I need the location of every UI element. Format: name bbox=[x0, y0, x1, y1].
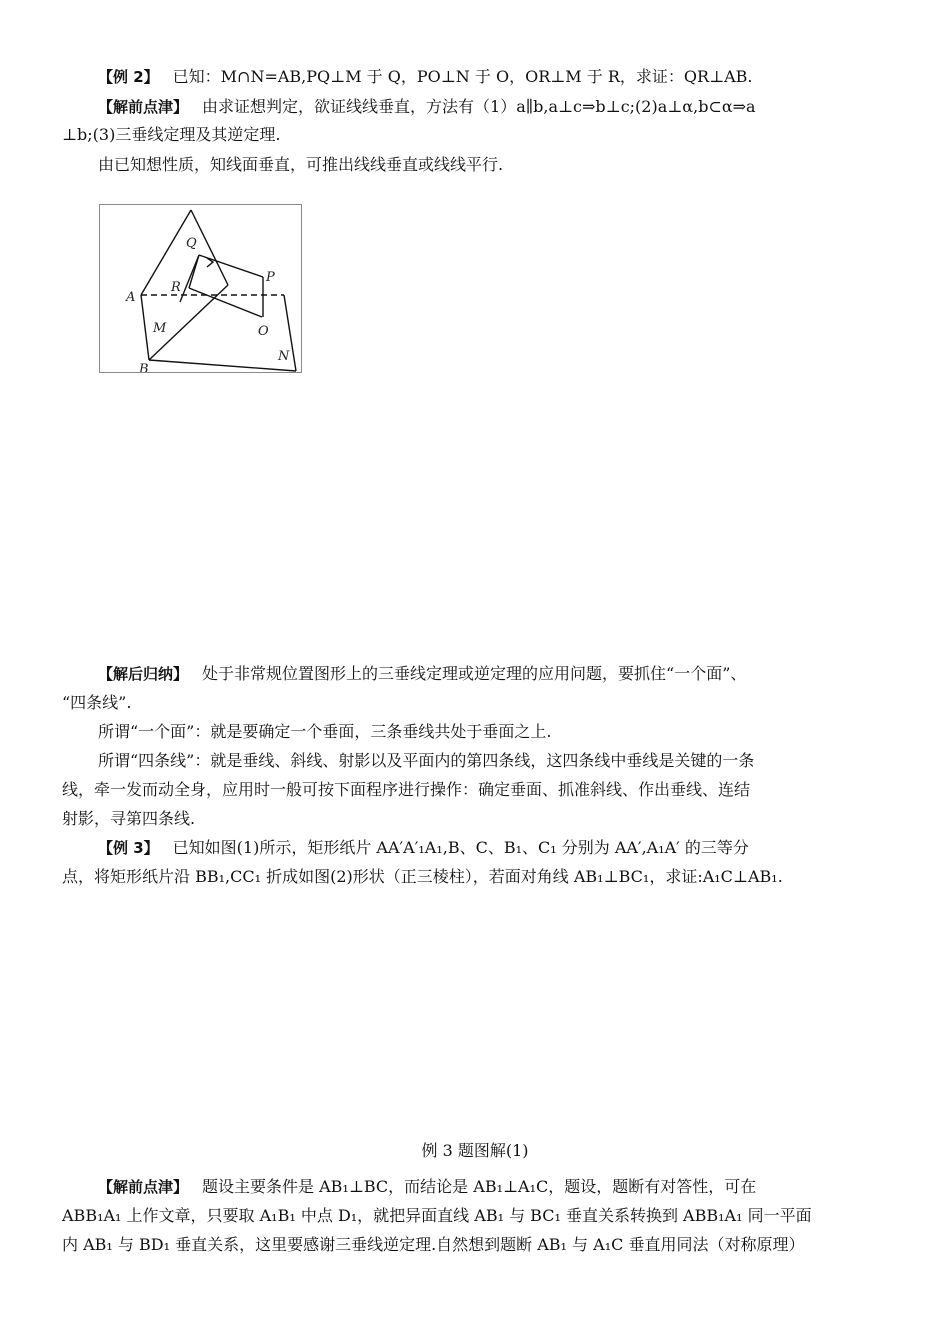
example3-hint-line3: 内 AB₁ 与 BD₁ 垂直关系，这里要感谢三垂线逆定理.自然想到题断 AB₁ 与 A₁C 垂直用同法（对称原理） bbox=[62, 1235, 805, 1254]
figure-caption: 例 3 题图解(1) bbox=[421, 1141, 529, 1160]
summary-text1: 处于非常规位置图形上的三垂线定理或逆定理的应用问题，要抓住“一个面”、 bbox=[202, 664, 747, 683]
label-O: O bbox=[258, 324, 269, 339]
label-M: M bbox=[153, 321, 167, 336]
example3-hint-tag: 【解前点津】 bbox=[98, 1178, 189, 1196]
summary-line3: 所谓“一个面”：就是要确定一个垂面，三条垂线共处于垂面之上. bbox=[98, 722, 552, 741]
label-N: N bbox=[278, 349, 290, 364]
example3-hint-line1 bbox=[98, 1176, 756, 1198]
example2-hint-line1 bbox=[98, 96, 756, 118]
summary-tag: 【解后归纳】 bbox=[98, 665, 189, 683]
label-B: B bbox=[139, 362, 149, 373]
summary-line4: 所谓“四条线”：就是垂线、斜线、射影以及平面内的第四条线，这四条线中垂线是关键的一条 bbox=[98, 751, 755, 770]
label-P: P bbox=[266, 270, 275, 285]
example3-text1: 已知如图(1)所示，矩形纸片 AA′A′₁A₁,B、C、B₁、C₁ 分别为 AA′,A₁A′ 的三等分 bbox=[172, 838, 749, 857]
example2-statement: 已知：M∩N=AB,PQ⊥M 于 Q，PO⊥N 于 O，OR⊥M 于 R，求证：QR⊥AB. bbox=[172, 67, 753, 86]
example3-hint-line2: ABB₁A₁ 上作文章，只要取 A₁B₁ 中点 D₁，就把异面直线 AB₁ 与 BC₁ 垂直关系转换到 ABB₁A₁ 同一平面 bbox=[62, 1206, 812, 1225]
example2-hint-text1: 由求证想判定，欲证线线垂直，方法有（1）a∥b,a⊥c⇒b⊥c;(2)a⊥α,b⊂α⇒a bbox=[202, 97, 756, 116]
label-R: R bbox=[171, 280, 181, 295]
example2-hint-line2: ⊥b;(3)三垂线定理及其逆定理. bbox=[62, 125, 281, 144]
summary-line5: 线，牵一发而动全身，应用时一般可按下面程序进行操作：确定垂面、抓准斜线、作出垂线、连结 bbox=[62, 780, 751, 799]
geometry-figure bbox=[99, 204, 302, 373]
summary-line1 bbox=[98, 663, 746, 685]
example2-hint-tag: 【解前点津】 bbox=[98, 98, 189, 116]
example3-line2: 点，将矩形纸片沿 BB₁,CC₁ 折成如图(2)形状（正三棱柱），若面对角线 AB₁⊥BC₁，求证:A₁C⊥AB₁. bbox=[62, 867, 783, 886]
example3-hint-text1: 题设主要条件是 AB₁⊥BC，而结论是 AB₁⊥A₁C，题设，题断有对答性，可在 bbox=[202, 1177, 757, 1196]
example2-tag: 【例 2】 bbox=[98, 68, 159, 86]
label-Q: Q bbox=[186, 236, 197, 251]
example2-hint-line3: 由已知想性质，知线面垂直，可推出线线垂直或线线平行. bbox=[98, 155, 504, 174]
example2-statement-line bbox=[98, 66, 753, 88]
example3-tag: 【例 3】 bbox=[98, 839, 159, 857]
geometry-diagram bbox=[100, 205, 302, 373]
label-A: A bbox=[126, 290, 136, 305]
summary-line2: “四条线”. bbox=[62, 693, 132, 712]
example3-line1 bbox=[98, 837, 749, 859]
summary-line6: 射影，寻第四条线. bbox=[62, 809, 196, 828]
